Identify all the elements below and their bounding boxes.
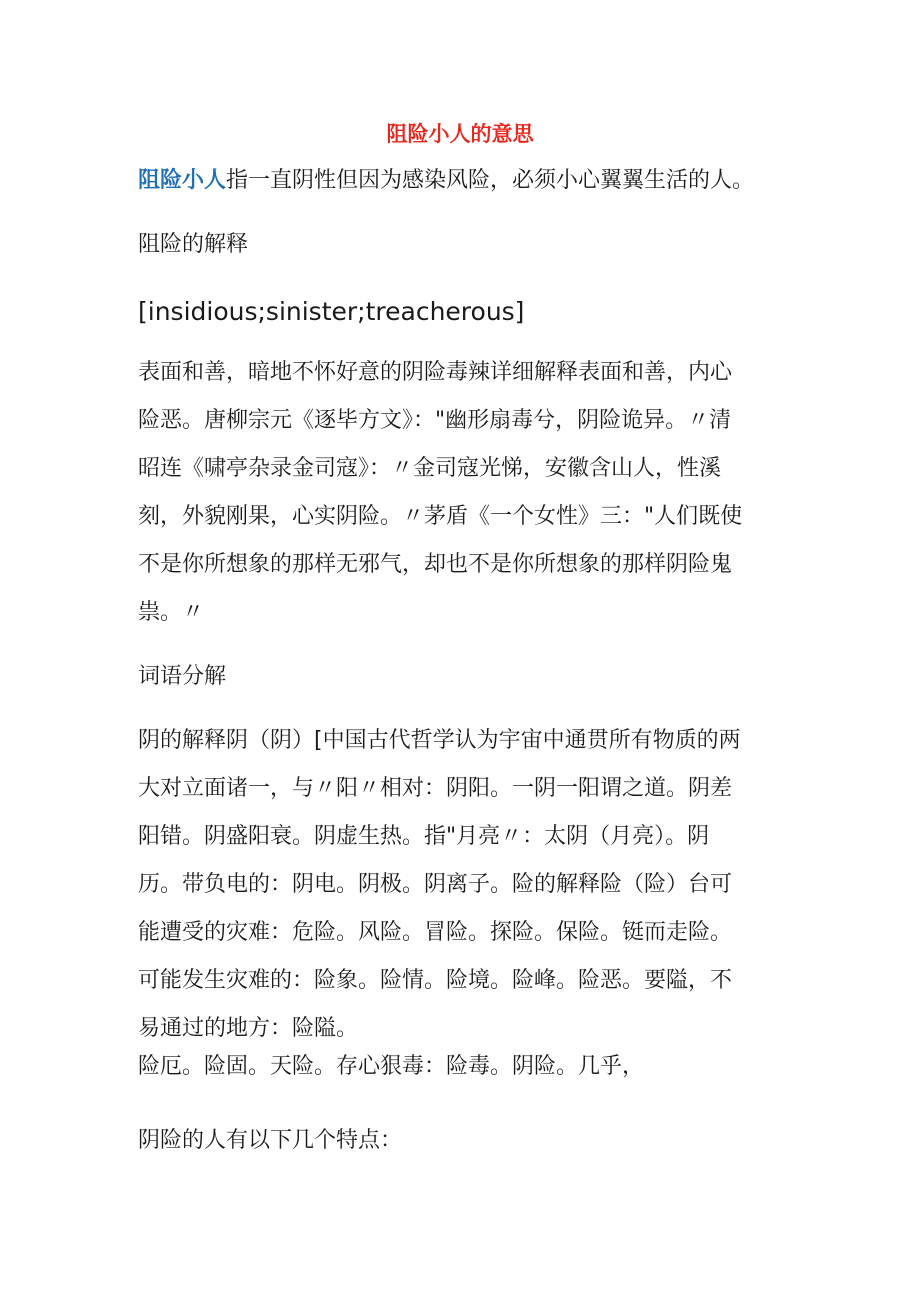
paragraph-line: 阳错。阴盛阳衰。阴虚生热。指"月亮〃：太阴（月亮）。阴	[138, 824, 710, 849]
intro-definition: 指一直阴性但因为感染风险，必须小心翼翼生活的人。	[226, 168, 755, 193]
paragraph-line: 历。带负电的：阴电。阴极。阴离子。险的解释险（险）台可	[138, 872, 733, 897]
paragraph-line: 祟。〃	[138, 600, 205, 625]
paragraph-line: 不是你所想象的那样无邪气，却也不是你所想象的那样阴险鬼	[138, 552, 733, 577]
paragraph-line: 昭连《啸亭杂录金司寇》：〃金司寇光悌，安徽含山人，性溪	[138, 456, 722, 481]
paragraph-line: 可能发生灾难的：险象。险情。险境。险峰。险恶。要隘，不	[138, 968, 733, 993]
page-title: 阻险小人的意思	[386, 122, 534, 146]
paragraph-word-breakdown	[138, 724, 898, 1098]
intro-term: 阻险小人	[138, 168, 227, 193]
paragraph-line: 易通过的地方：险隘。	[138, 1016, 359, 1041]
paragraph-line: 阴的解释阴（阴）[中国古代哲学认为宇宙中通贯所有物质的两	[138, 728, 741, 753]
section-heading-explain: 阻险的解释	[138, 232, 249, 257]
paragraph-line: 险恶。唐柳宗元《逐毕方文》："幽形扇毒兮，阴险诡异。〃清	[138, 408, 732, 433]
paragraph-line: 能遭受的灾难：危险。风险。冒险。探险。保险。铤而走险。	[138, 920, 733, 945]
paragraph-line: 刻，外貌刚果，心实阴险。〃茅盾《一个女性》三："人们既使	[138, 504, 743, 529]
english-translation: [insidious;sinister;treacherous]	[138, 297, 525, 326]
section-heading-words: 词语分解	[138, 664, 227, 689]
paragraph-explanation	[138, 356, 898, 644]
intro-line	[138, 164, 898, 198]
final-line: 阴险的人有以下几个特点：	[138, 1128, 403, 1153]
paragraph-line: 险厄。险固。天险。存心狠毒：险毒。阴险。几乎，	[138, 1054, 645, 1079]
paragraph-line: 大对立面诸一，与〃阳〃相对：阴阳。一阴一阳谓之道。阴差	[138, 776, 733, 801]
paragraph-line: 表面和善，暗地不怀好意的阴险毒辣详细解释表面和善，内心	[138, 360, 733, 385]
